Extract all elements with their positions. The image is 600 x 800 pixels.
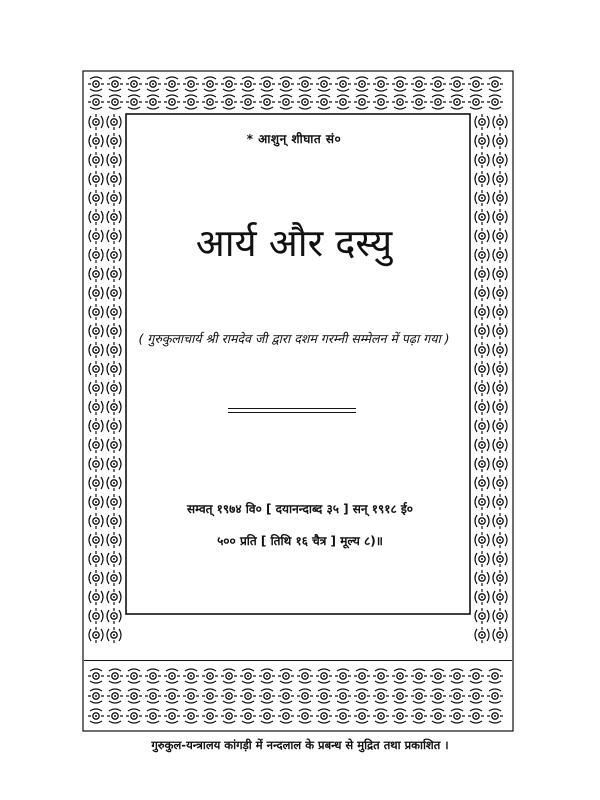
divider-rule bbox=[228, 408, 356, 414]
page-title: आर्य और दस्यु bbox=[195, 221, 393, 265]
price-line: ५०० प्रति [ तिथि १६ चैत्र ] मूल्य ८)॥ bbox=[217, 534, 383, 548]
publisher-line: गुरुकुल-यन्त्रालय कांगड़ी में नन्दलाल के प्रबन्ध से मुद्रित तथा प्रकाशित । bbox=[151, 738, 449, 752]
publication-year-line: सम्वत् १९७४ वि० [ दयानन्दाब्द ३५ ] सन् १९१८ ई० bbox=[186, 502, 414, 516]
series-line: * आशुन् शीघात सं० bbox=[246, 132, 342, 146]
cover-inner-panel bbox=[128, 116, 460, 598]
subtitle: ( गुरुकुलाचार्य श्री रामदेव जी द्वारा दशम गरम्नी सम्मेलन में पढ़ा गया ) bbox=[138, 331, 450, 346]
